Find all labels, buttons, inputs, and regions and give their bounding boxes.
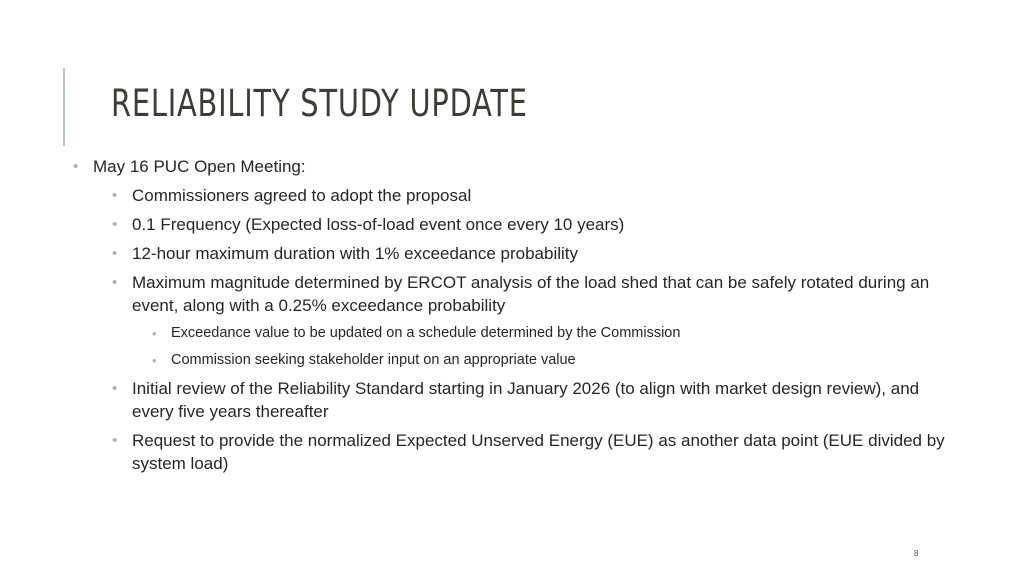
- bullet-text: Commission seeking stakeholder input on an appropriate value: [171, 352, 576, 368]
- bullet-level3: [152, 350, 953, 371]
- bullet-text: Exceedance value to be updated on a schedule determined by the Commission: [171, 325, 681, 341]
- bullet-level2: [112, 213, 953, 236]
- bullet-dot-icon: •: [112, 245, 118, 262]
- bullet-text: Maximum magnitude determined by ERCOT analysis of the load shed that can be safely rotated during an event, along with a 0.25% exceedance probability: [132, 273, 930, 315]
- bullet-dot-icon: •: [112, 216, 118, 233]
- bullet-text: May 16 PUC Open Meeting:: [93, 157, 306, 176]
- bullet-dot-icon: •: [152, 353, 157, 368]
- title-accent-bar: [63, 68, 65, 146]
- bullet-dot-icon: •: [112, 432, 118, 449]
- bullet-level2: [112, 271, 953, 317]
- bullet-text: Request to provide the normalized Expected Unserved Energy (EUE) as another data point (EUE divided by system load): [132, 431, 945, 473]
- bullet-dot-icon: •: [152, 326, 157, 341]
- bullet-text: Initial review of the Reliability Standard starting in January 2026 (to align with market design review), and every five years thereafter: [132, 379, 920, 421]
- bullet-text: Commissioners agreed to adopt the proposal: [132, 186, 472, 205]
- page-number: 8: [914, 549, 919, 558]
- bullet-text: 0.1 Frequency (Expected loss-of-load event once every 10 years): [132, 215, 625, 234]
- bullet-level2: [112, 184, 953, 207]
- slide-title: RELIABILITY STUDY UPDATE: [111, 82, 528, 125]
- bullet-level1: [73, 155, 953, 178]
- bullet-dot-icon: •: [112, 187, 118, 204]
- bullet-level2: [112, 429, 953, 475]
- bullet-dot-icon: •: [112, 380, 118, 397]
- bullet-level3: [152, 323, 953, 344]
- bullet-level2: [112, 377, 953, 423]
- bullet-list: [73, 155, 953, 481]
- bullet-dot-icon: •: [112, 274, 118, 291]
- bullet-level2: [112, 242, 953, 265]
- bullet-text: 12-hour maximum duration with 1% exceedance probability: [132, 244, 579, 263]
- bullet-dot-icon: •: [73, 158, 79, 175]
